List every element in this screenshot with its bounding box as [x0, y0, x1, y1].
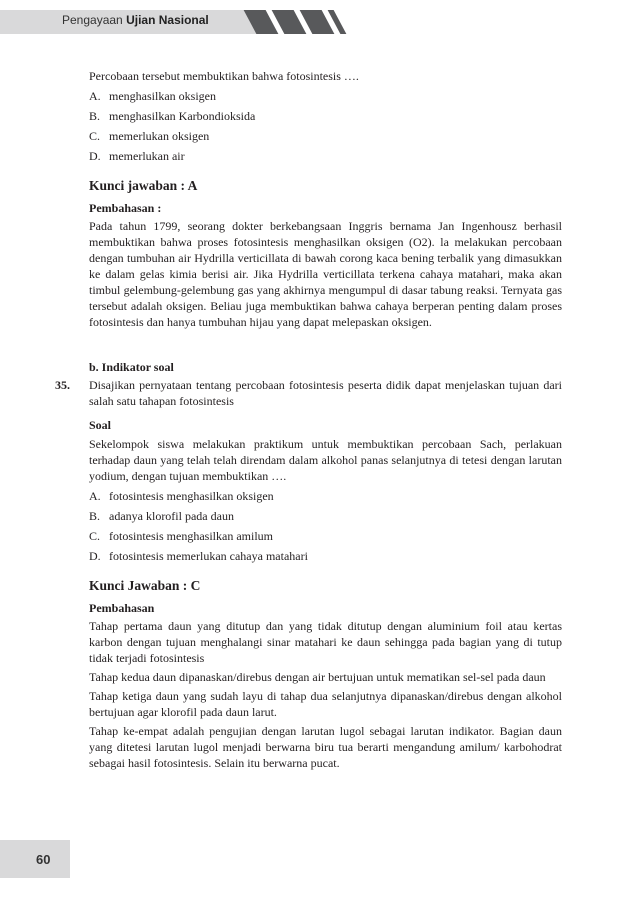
q35-option	[89, 508, 562, 528]
header-title	[62, 13, 209, 27]
q34-option	[89, 128, 562, 148]
q35-question-label: Soal	[89, 418, 112, 432]
page-number: 60	[36, 852, 51, 867]
q35-indicator-label: b. Indikator soal	[89, 360, 174, 374]
page-content	[89, 68, 562, 771]
q34-discussion-label: Pembahasan :	[89, 201, 162, 215]
option-text: adanya klorofil pada daun	[109, 509, 234, 523]
q34-discussion: Pada tahun 1799, seorang dokter berkebangsaan Inggris bernama Jan Ingenhousz berhasil membuktikan bahwa proses fotosintesis menghasilkan oksigen (O2). la melakukan percobaan dengan tumbuhan air Hydrilla verticillata di bawah corong kaca bening terbalik yang dimasukkan ke dalam gelas kimia berisi air. Jika Hydrilla verticillata terkena cahaya matahari, maka akan timbul gelembung-gelembung gas yang akhirnya mengumpul di dasar tabung reaksi. Ternyata gas tersebut adalah oksigen. Beliau juga membuktikan bahwa cahaya berperan penting dalam proses fotosintesis dan hanya tumbuhan hijau yang dapat melepaskan oksigen.	[89, 219, 562, 329]
option-text: fotosintesis menghasilkan oksigen	[109, 489, 274, 503]
q35-discussion-label: Pembahasan	[89, 601, 155, 615]
page-header	[0, 0, 638, 38]
q35-paragraph: Tahap ketiga daun yang sudah layu di tahap dua selanjutnya dipanaskan/direbus dengan alkohol bertujuan agar klorofil pada daun larut.	[89, 689, 562, 719]
q35-answer-key: Kunci Jawaban : C	[89, 578, 201, 593]
option-text: fotosintesis menghasilkan amilum	[109, 529, 273, 543]
q34-answer-key: Kunci jawaban : A	[89, 178, 198, 193]
header-label-bold: Ujian Nasional	[126, 13, 209, 27]
option-text: memerlukan air	[109, 149, 185, 163]
option-text: memerlukan oksigen	[109, 129, 210, 143]
option-letter: C.	[89, 529, 101, 543]
option-letter: A.	[89, 489, 101, 503]
q34-option	[89, 88, 562, 108]
q34-option	[89, 108, 562, 128]
q35-question: Sekelompok siswa melakukan praktikum untuk membuktikan percobaan Sach, perlakuan terhadap daun yang telah telah direndam dalam alkohol panas selanjutnya di tetesi dengan larutan yodium, dengan tujuan membuktikan ….	[89, 437, 562, 483]
option-letter: D.	[89, 549, 101, 563]
q35-option	[89, 548, 562, 568]
q35-number: 35.	[55, 378, 70, 392]
option-letter: C.	[89, 129, 101, 143]
option-text: menghasilkan Karbondioksida	[109, 109, 256, 123]
q35-option	[89, 528, 562, 548]
q35-paragraph: Tahap ke-empat adalah pengujian dengan larutan lugol sebagai larutan indikator. Bagian daun yang ditetesi larutan lugol menjadi berwarna biru tua berarti mengandung amilum/ karbohodrat sebagai hasil fotosintesis. Selain itu berwarna pucat.	[89, 724, 562, 770]
option-letter: D.	[89, 149, 101, 163]
option-letter: B.	[89, 509, 101, 523]
option-letter: B.	[89, 109, 101, 123]
q35-paragraph: Tahap kedua daun dipanaskan/direbus dengan air bertujuan untuk mematikan sel-sel pada daun	[89, 670, 546, 684]
option-text: fotosintesis memerlukan cahaya matahari	[109, 549, 308, 563]
q35-option	[89, 488, 562, 508]
option-text: menghasilkan oksigen	[109, 89, 216, 103]
header-label-normal: Pengayaan	[62, 13, 127, 27]
q34-stem: Percobaan tersebut membuktikan bahwa fotosintesis ….	[89, 69, 359, 83]
page-number-box	[0, 840, 70, 878]
option-letter: A.	[89, 89, 101, 103]
q34-option	[89, 148, 562, 168]
q35-indicator: Disajikan pernyataan tentang percobaan fotosintesis peserta didik dapat menjelaskan tujuan dari salah satu tahapan fotosintesis	[89, 378, 562, 408]
q35-paragraph: Tahap pertama daun yang ditutup dan yang tidak ditutup dengan aluminium foil atau kertas karbon dengan tujuan menghalangi sinar matahari ke daun sehingga pada bagian yang di tutup tidak terjadi fotosintesis	[89, 619, 562, 665]
